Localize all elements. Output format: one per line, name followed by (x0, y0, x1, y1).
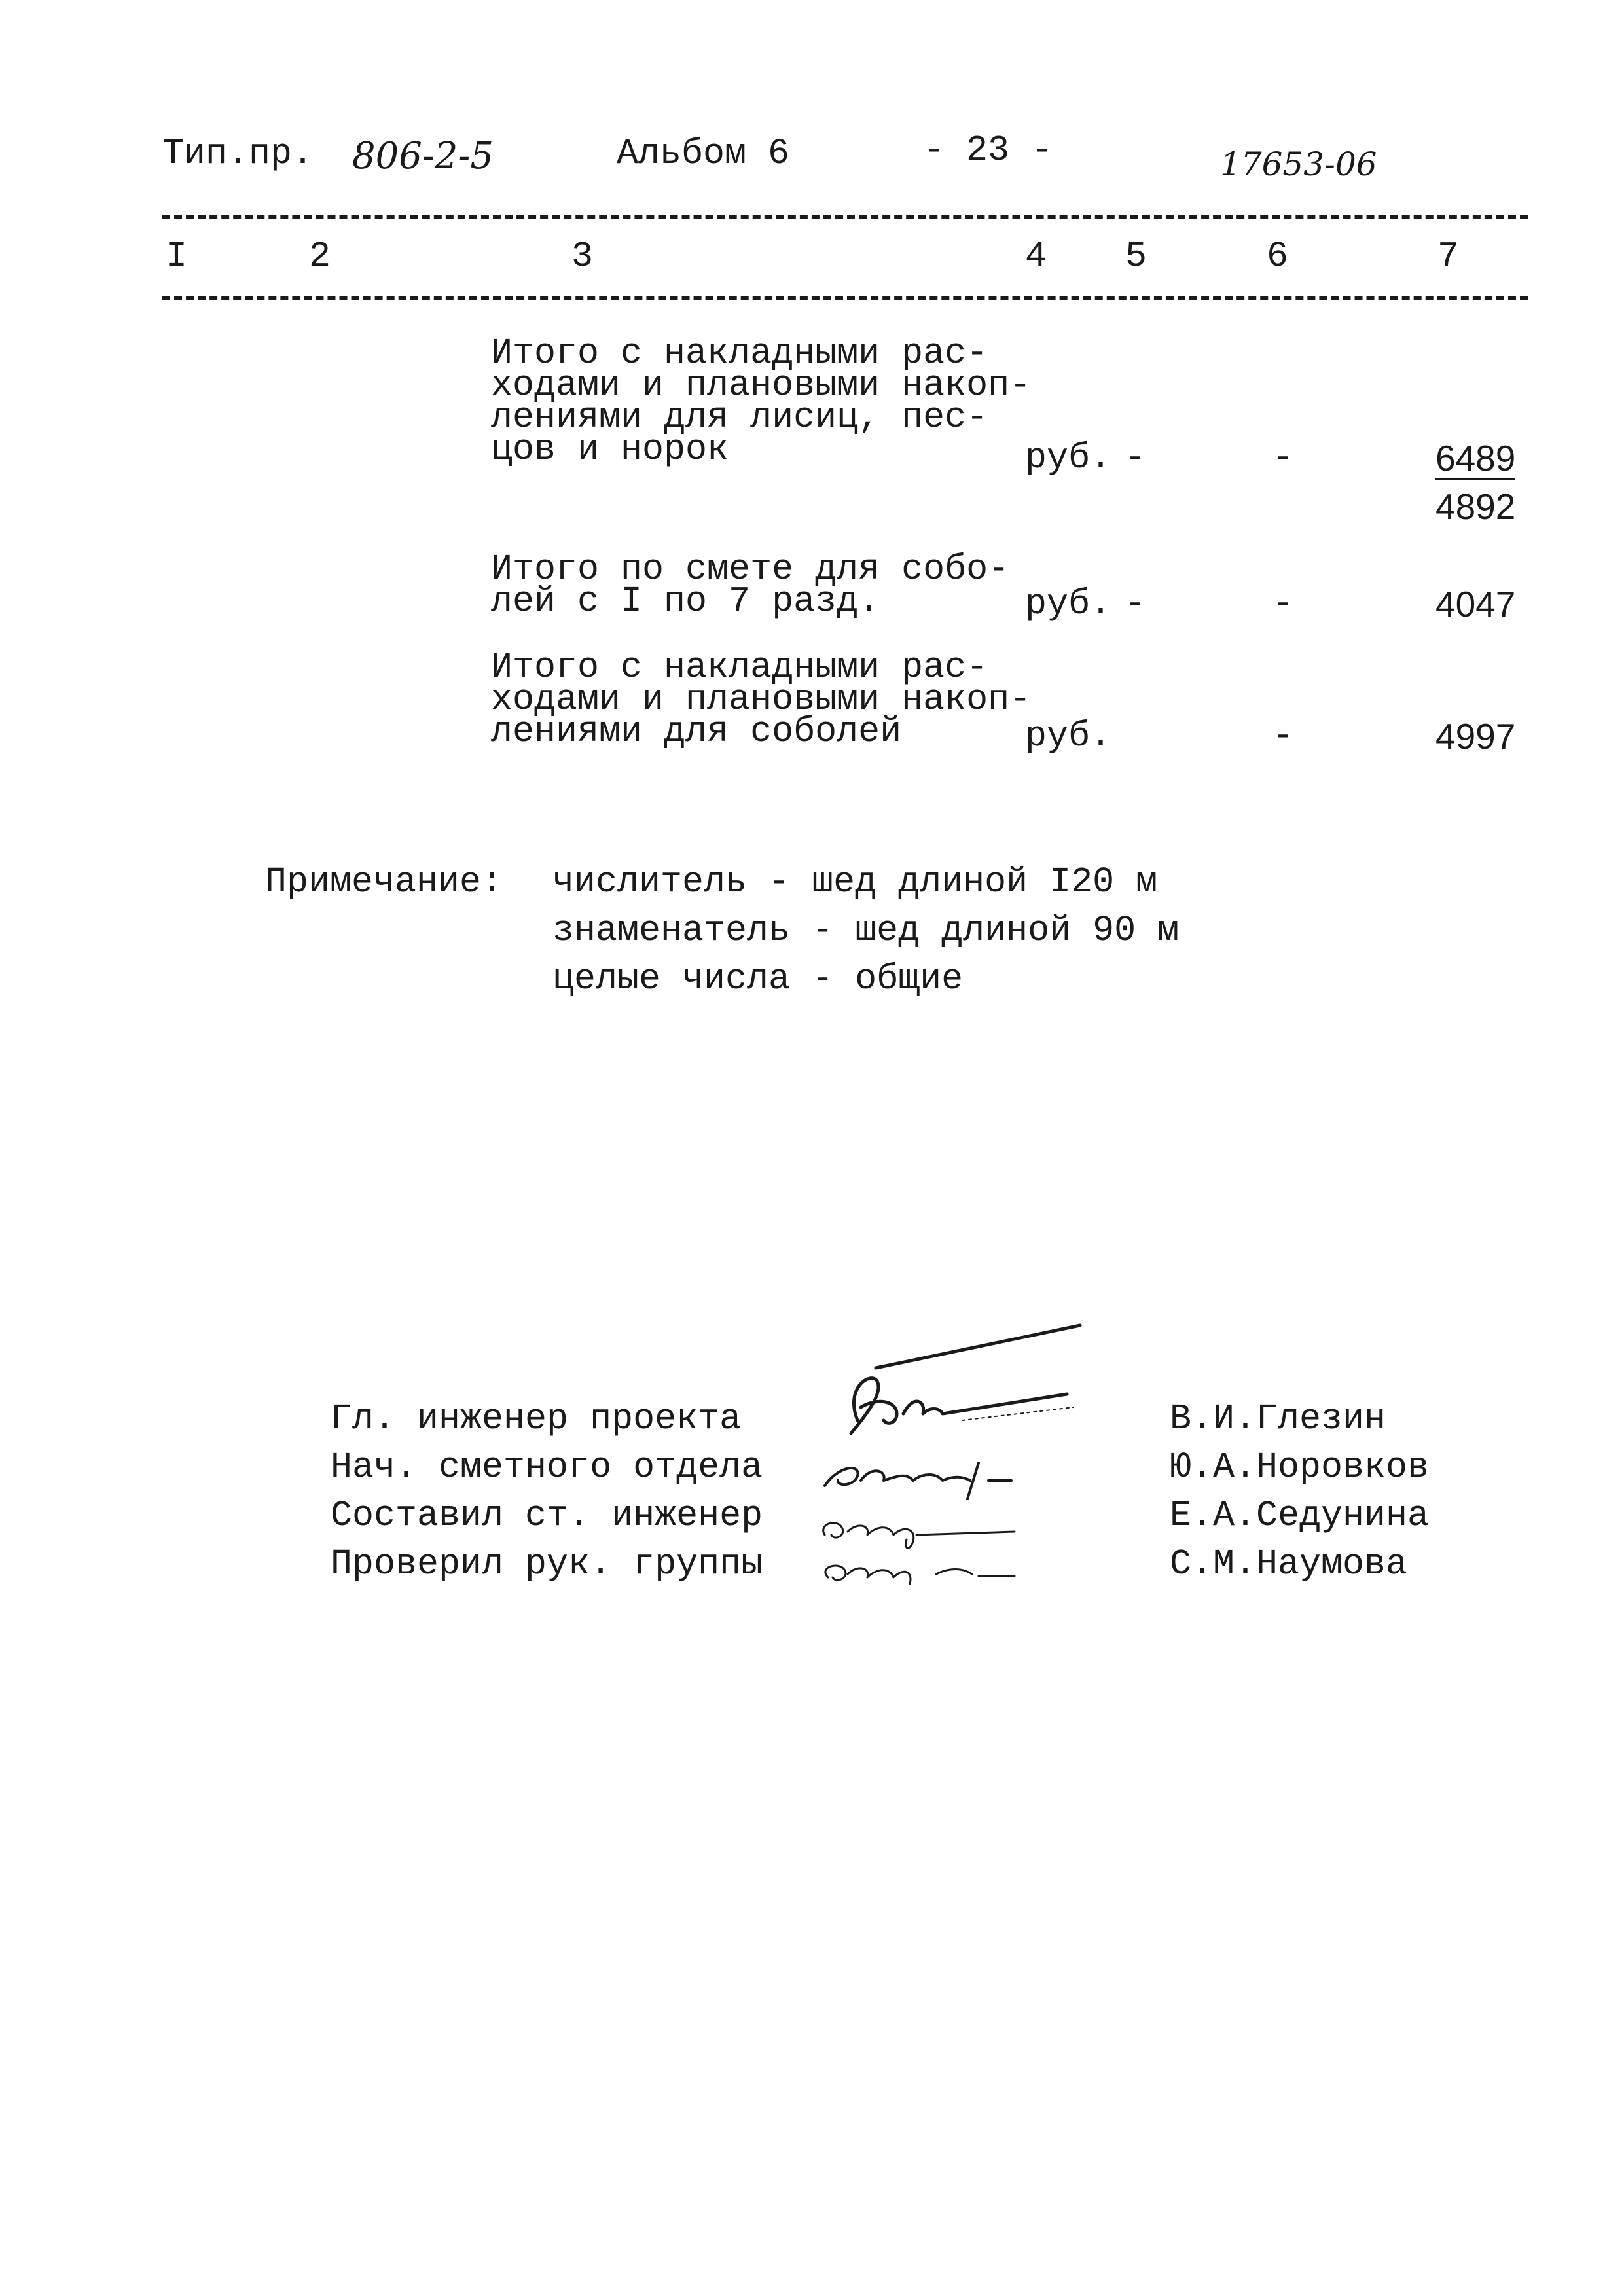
album-label: Альбом 6 (617, 133, 790, 174)
row-1-unit: руб. (1025, 437, 1112, 478)
row-3-col7: 4997 (1435, 716, 1516, 757)
signature-name-2: Ю.А.Норовков (1170, 1446, 1430, 1488)
row-3-description: Итого с накладными рас- ходами и плановыми накоп- лениями для соболей (491, 647, 1032, 752)
project-code: 806-2-5 (352, 135, 494, 177)
row-2-col5: - (1125, 583, 1147, 624)
column-number-7: 7 (1437, 236, 1460, 277)
row-3-unit: руб. (1025, 715, 1112, 757)
row-1-col6: - (1272, 437, 1295, 478)
note-line-2: знаменатель - шед длиной 90 м (552, 910, 1180, 951)
row-2-description: Итого по смете для собо- лей с I по 7 разд. (491, 548, 1010, 622)
row-3-col6: - (1272, 715, 1295, 757)
column-number-1: I (166, 236, 188, 277)
row-1-col7-numerator: 6489 (1435, 438, 1516, 478)
header-top-rule (162, 215, 1528, 219)
signature-role-3: Составил ст. инженер (331, 1495, 763, 1536)
header-bottom-rule (162, 296, 1528, 300)
note-line-3: целые числа - общие (552, 958, 964, 999)
signature-name-1: В.И.Глезин (1170, 1398, 1386, 1439)
note-label: Примечание: (265, 861, 503, 903)
document-code: 17653-06 (1220, 145, 1377, 183)
handwritten-signatures (799, 1309, 1106, 1597)
column-number-6: 6 (1267, 236, 1289, 277)
signature-role-2: Нач. сметного отдела (331, 1446, 763, 1488)
header-prefix: Тип.пр. (162, 133, 314, 174)
row-2-col6: - (1272, 583, 1295, 624)
column-number-3: 3 (571, 236, 594, 277)
row-2-unit: руб. (1025, 583, 1112, 624)
column-number-5: 5 (1125, 236, 1147, 277)
note-line-1: числитель - шед длиной I20 м (552, 861, 1158, 903)
row-1-description: Итого с накладными рас- ходами и плановыми накоп- лениями для лисиц, пес- цов и норок (491, 332, 1032, 470)
signature-role-1: Гл. инженер проекта (331, 1398, 742, 1439)
signature-name-4: С.М.Наумова (1170, 1543, 1408, 1585)
signature-name-3: Е.А.Седунина (1170, 1495, 1430, 1536)
column-number-2: 2 (309, 236, 331, 277)
row-1-col7-denominator: 4892 (1435, 486, 1516, 527)
row-1-col5: - (1125, 437, 1147, 478)
column-number-4: 4 (1025, 236, 1047, 277)
row-2-col7: 4047 (1435, 584, 1516, 624)
signature-role-4: Проверил рук. группы (331, 1543, 763, 1585)
page-number: - 23 - (923, 130, 1053, 171)
